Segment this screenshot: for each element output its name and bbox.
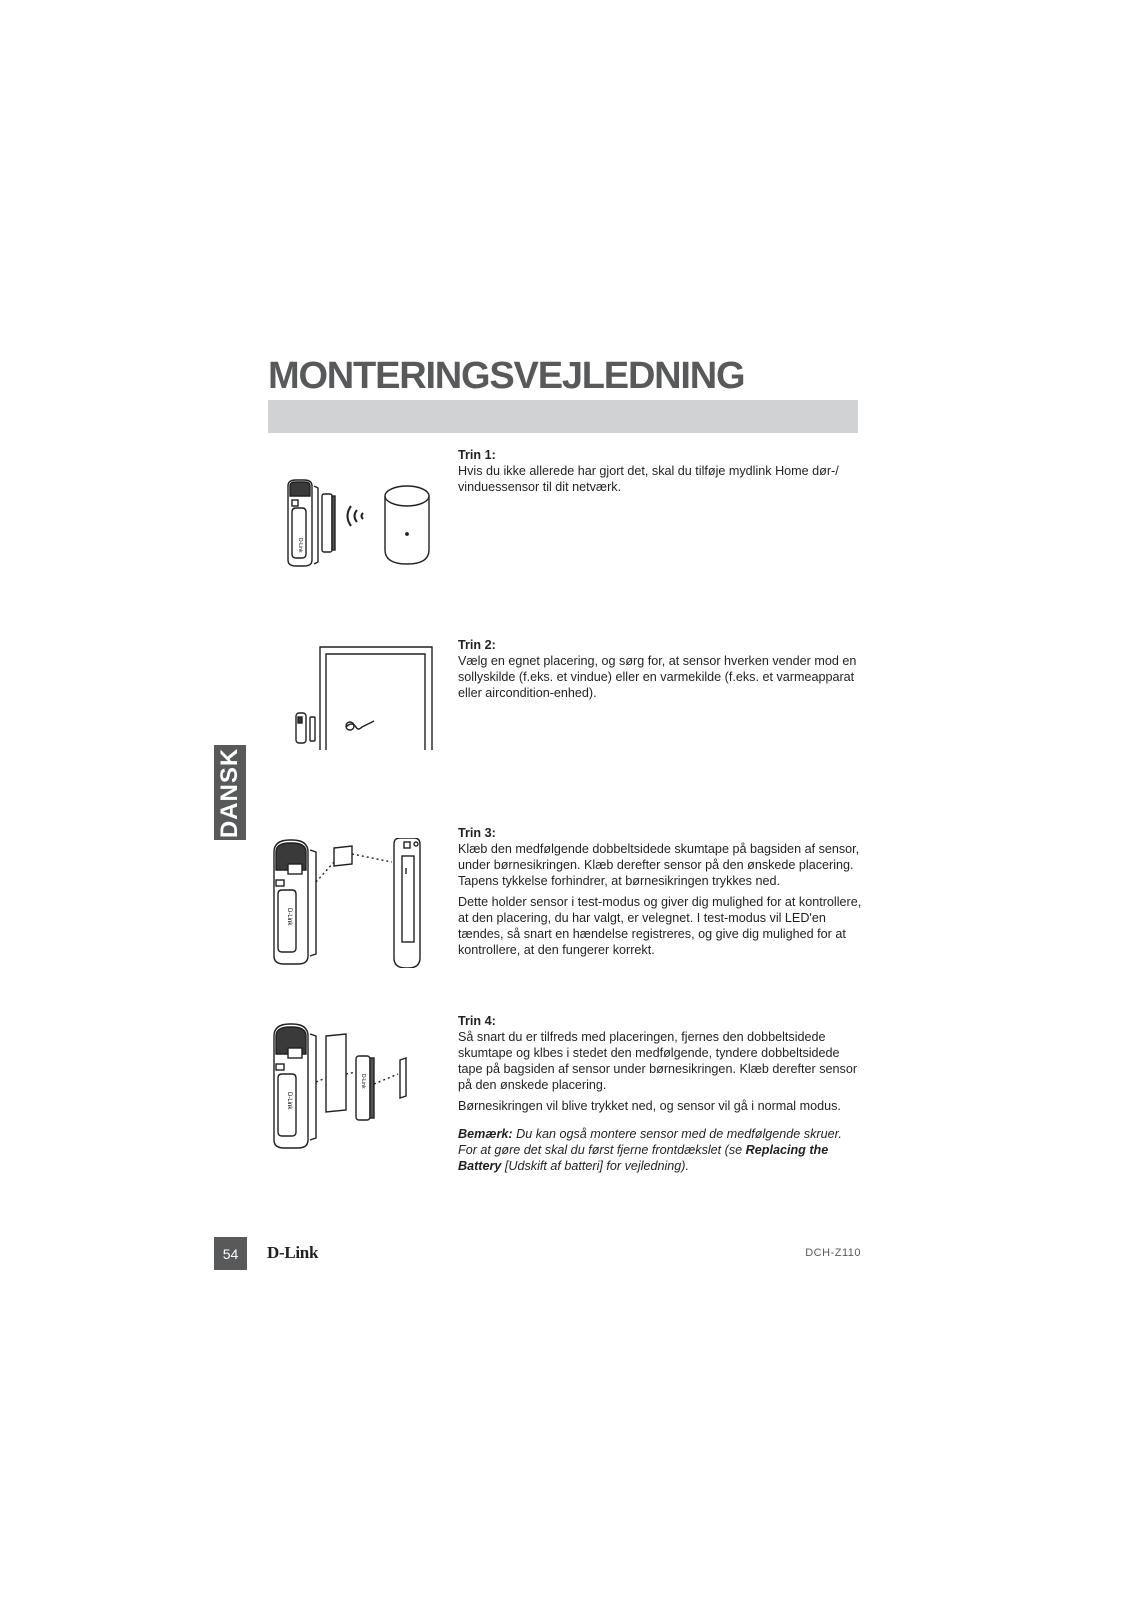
device-brand-label: D-Link (286, 1092, 292, 1110)
device-brand-label: D-Link (360, 1074, 366, 1089)
note-reference: Replacing the Battery (458, 1143, 829, 1173)
step-2 (458, 637, 863, 706)
step-1-illustration (276, 478, 446, 568)
step-heading: Trin 2: (458, 638, 496, 652)
step-4 (458, 1013, 863, 1179)
step-paragraph: Dette holder sensor i test-modus og giver dig mulighed for at kontrollere, at den placering, du har valgt, er velegnet. I test-modus vil LED'en tændes, så snart en hændelse registreres, og give dig mulighed for at kontrollere, at den fungerer korrekt. (458, 895, 862, 957)
step-paragraph: Hvis du ikke allerede har gjort det, skal du tilføje mydlink Home dør-/ vinduessensor til dit netværk. (458, 464, 839, 494)
page-title: MONTERINGSVEJLEDNING (268, 355, 745, 397)
step-paragraph: Vælg en egnet placering, og sørg for, at sensor hverken vender mod en sollyskilde (f.eks. et vindue) eller en varmekilde (f.eks. et varmeapparat eller aircondition-enhed). (458, 654, 857, 700)
step-4-illustration (270, 1022, 420, 1152)
device-brand-label: D-Link (286, 908, 292, 926)
brand-logo: D-Link (267, 1243, 319, 1262)
step-note (458, 1126, 863, 1174)
step-paragraph: Så snart du er tilfreds med placeringen, fjernes den dobbeltsidede skumtape og klbes i stedet den medfølgende, tyndere dobbeltsidede tape på bagsiden af sensor under børnesikringen. Klæb derefter sensor på den ønskede placering. (458, 1030, 858, 1092)
device-brand-label: D-Link (297, 538, 303, 553)
language-tab (214, 745, 246, 840)
note-label: Bemærk: (458, 1127, 513, 1141)
title-bar (268, 400, 858, 433)
step-1 (458, 447, 863, 500)
step-paragraph: Klæb den medfølgende dobbeltsidede skumtape på bagsiden af sensor, under børnesikringen. Klæb derefter sensor på den ønskede placering. Tapens tykkelse forhindrer, at børnesikringen trykkes ned. (458, 842, 860, 888)
model-number: DCH-Z110 (805, 1247, 861, 1259)
note-text-2: [Udskift af batteri] for vejledning). (501, 1159, 689, 1173)
language-tab-label: DANSK (216, 747, 243, 838)
step-2-illustration (292, 645, 442, 750)
step-3 (458, 825, 863, 963)
step-heading: Trin 3: (458, 826, 496, 840)
step-heading: Trin 4: (458, 1014, 496, 1028)
page-number: 54 (214, 1237, 247, 1270)
note-text-1: Du kan også montere sensor med de medfølgende skruer. For at gøre det skal du først fjerne frontdækslet (se (458, 1127, 842, 1157)
step-paragraph: Børnesikringen vil blive trykket ned, og sensor vil gå i normal modus. (458, 1099, 841, 1113)
step-heading: Trin 1: (458, 448, 496, 462)
step-3-illustration (270, 838, 450, 968)
